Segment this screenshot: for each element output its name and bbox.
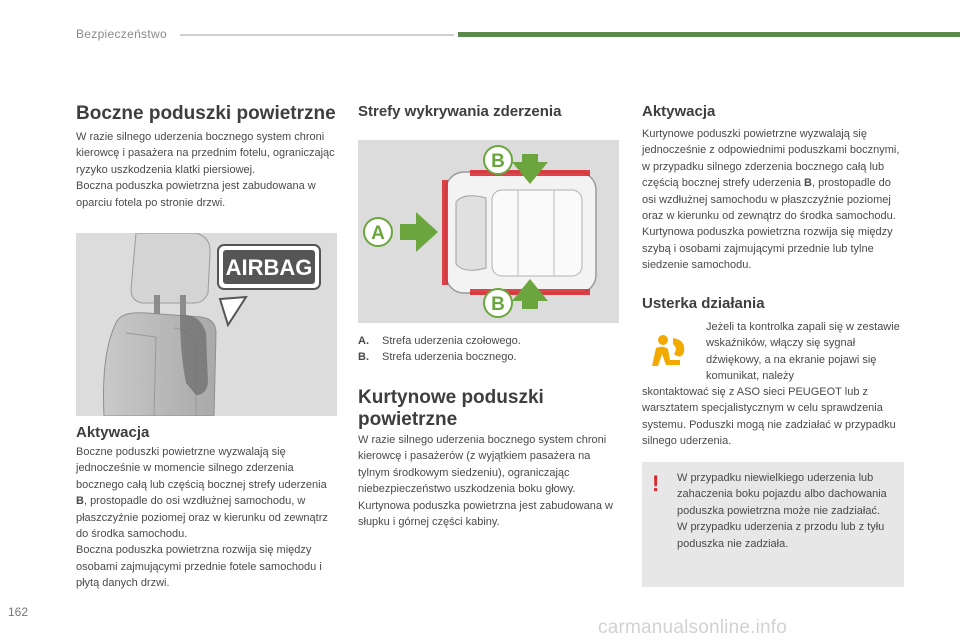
side-airbags-title: Boczne poduszki powietrzne [76, 103, 336, 124]
airbag-label: AIRBAG [225, 255, 313, 280]
section-title: Bezpieczeństwo [76, 27, 167, 41]
seat-airbag-illustration [76, 233, 337, 416]
impact-zones-illustration [358, 140, 619, 323]
note-text: W przypadku niewielkiego uderzenia lub zahaczenia boku pojazdu albo dachowania poduszka powietrzna może nie zadziałać. W przypadku uderzenia z przodu lub z tyłu poduszka nie zadziała. [677, 472, 887, 550]
watermark: carmanualsonline.info [598, 617, 788, 638]
zones-legend [358, 333, 620, 366]
malfunction-text: skontaktować się z ASO sieci PEUGEOT lub z warsztatem specjalistycznym w celu sprawdzenia systemu. Poduszki mogą nie zadziałać w przypadku silnego uderzenia. [642, 386, 896, 448]
page-number: 162 [8, 605, 29, 619]
header-rule [180, 34, 454, 36]
malfunction-text-intro: Jeżeli ta kontrolka zapali się w zestawie wskaźników, włączy się sygnał dźwiękowy, a na ekranie pojawi się komunikat, należy [706, 321, 900, 383]
marker-b-top: B [491, 151, 505, 172]
exclamation-icon: ! [652, 471, 660, 496]
curtain-activation-title: Aktywacja [642, 103, 716, 120]
impact-zones-title: Strefy wykrywania zderzenia [358, 103, 562, 120]
side-activation-text: Boczne poduszki powietrzne wyzwalają się jednocześnie w momencie silnego zderzenia bocznego całą lub częścią bocznej strefy uderzenia B, prostopadle do osi wzdłużnej samochodu, w płaszczyźnie poziomej oraz w kierunku od zewnątrz do środka samochodu. Boczna poduszka powietrzna rozwija się między osobami zajmującymi przednie fotele samochodu i płytą danych drzwi. [76, 446, 328, 590]
curtain-airbags-title: Kurtynowe poduszki powietrzne [358, 387, 544, 430]
side-activation-title: Aktywacja [76, 424, 150, 441]
marker-b-bottom: B [491, 294, 505, 315]
legend-item-b: B. Strefa uderzenia bocznego. [358, 351, 517, 364]
legend-item-a: A. Strefa uderzenia czołowego. [358, 335, 521, 347]
marker-a: A [371, 223, 385, 244]
curtain-activation-text: Kurtynowe poduszki powietrzne wyzwalają się jednocześnie z odpowiednimi poduszkami bocznymi, w przypadku silnego zderzenia bocznego całą lub częścią bocznej strefy uderzenia B, prostopadle do osi wzdłużnej samochodu w płaszczyźnie poziomej oraz w kierunku od zewnątrz do środka samochodu. Kurtynowa poduszka powietrzna rozwija się między szybą i osobami zajmującymi przednie lub tylne siedzenie samochodu. [642, 128, 900, 272]
airbag-warning-icon [646, 330, 690, 374]
malfunction-title: Usterka działania [642, 295, 765, 312]
curtain-airbags-text: W razie silnego uderzenia bocznego system chroni kierowcę i pasażerów (z wyjątkiem pasażera na tylnym środkowym siedzeniu), ograniczając niebezpieczeństwo uszkodzenia boku głowy. Kurtynowa poduszka powietrzna jest zabudowana w słupku i górnej części kabiny. [358, 434, 613, 529]
header-accent-bar [458, 32, 960, 37]
side-airbags-intro: W razie silnego uderzenia bocznego system chroni kierowcę i pasażera na przednim fotelu, ograniczając ryzyko uszkodzenia klatki piersiowej. Boczna poduszka powietrzna jest zabudowana w oparciu fotela po stronie drzwi. [76, 131, 335, 209]
